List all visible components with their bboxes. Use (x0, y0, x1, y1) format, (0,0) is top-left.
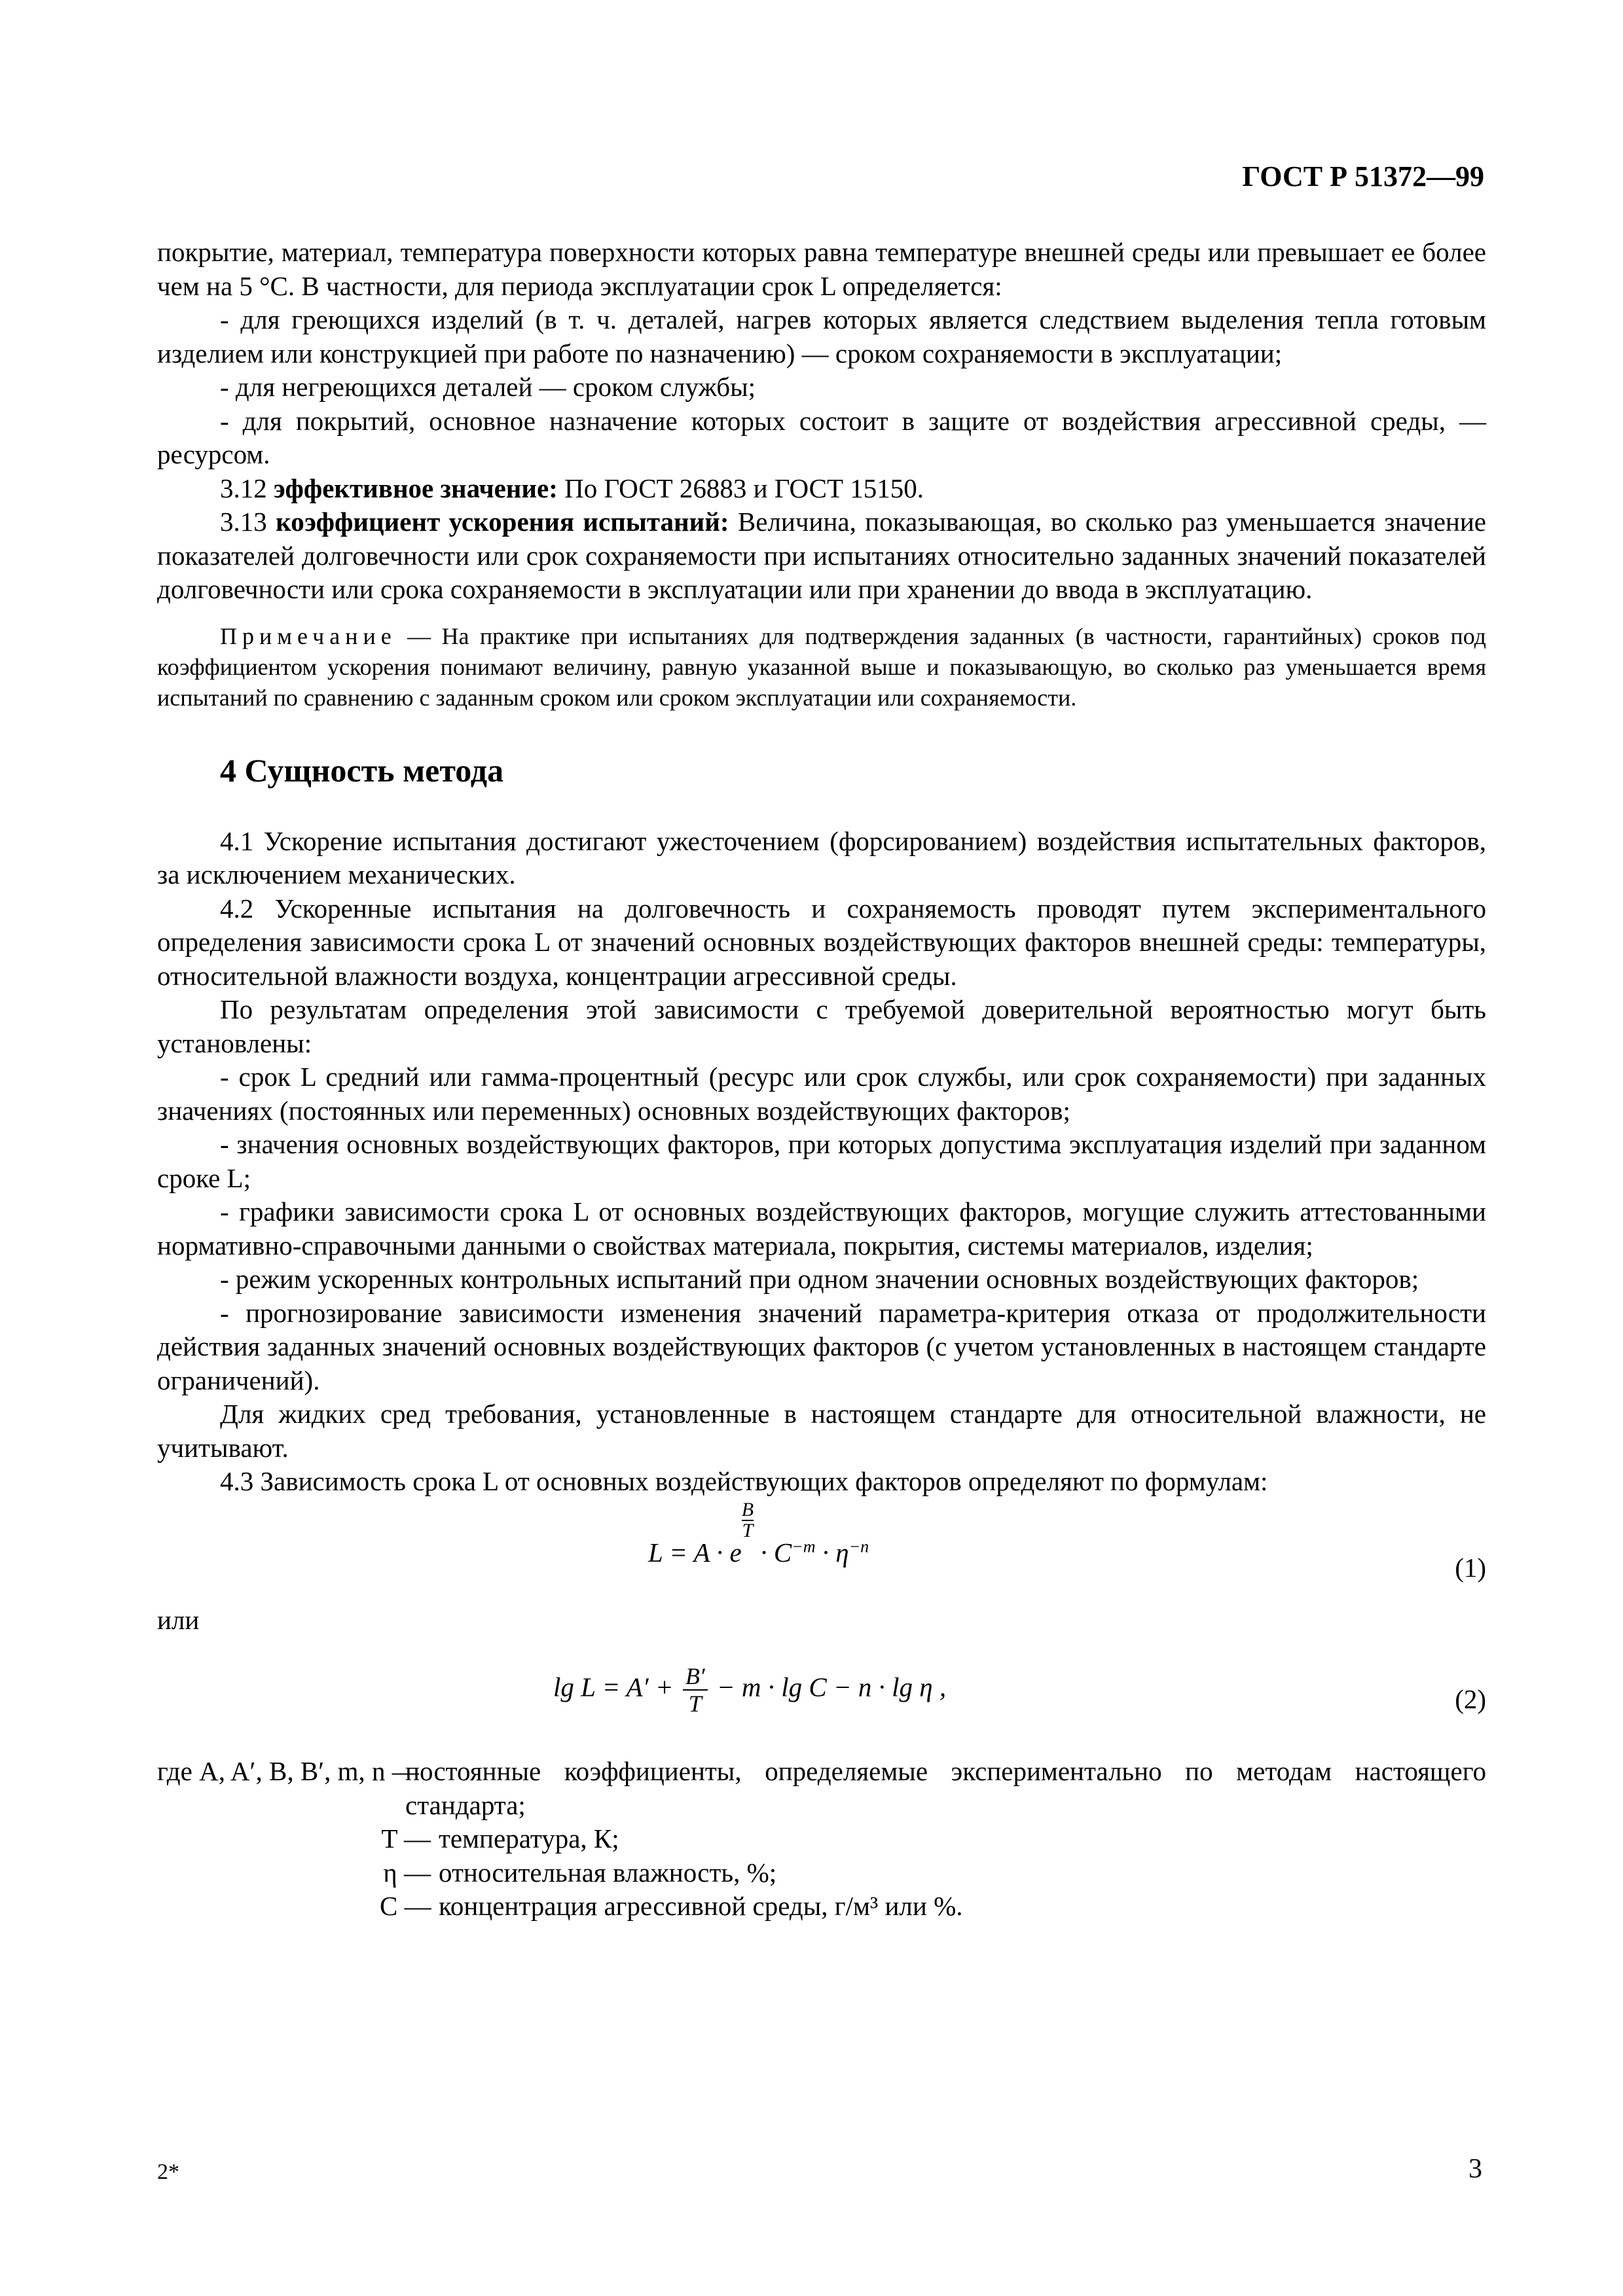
definition-symbol: C — (380, 1891, 431, 1921)
formula-lhs: L = A · e (648, 1537, 742, 1568)
formula-lhs: lg L = A′ + (553, 1672, 680, 1702)
paragraph: покрытие, материал, температура поверхности которых равна температуре внешней среды или превышает ее более чем на 5 °С. В частности, для периода эксплуатации срок L определяется: (157, 237, 1486, 301)
list-item: - графики зависимости срока L от основных воздействующих факторов, могущие служить аттестованными нормативно-справочными данными о свойствах материала, покрытия, системы материалов, изделия; (157, 1196, 1486, 1261)
paragraph: Для жидких сред требования, установленные в настоящем стандарте для относительной влажности, не учитывают. (157, 1399, 1486, 1463)
exponent: −n (848, 1536, 869, 1556)
clause-4-3: 4.3 Зависимость срока L от основных воздействующих факторов определяют по формулам: (220, 1466, 1268, 1496)
list-item: - прогнозирование зависимости изменения значений параметра-критерия отказа от продолжительности действия заданных значений основных воздействующих факторов (с учетом установленных в настоящем стандарте ограничений). (157, 1297, 1486, 1395)
paragraph: По результатам определения этой зависимости с требуемой доверительной вероятностью могут быть установлены: (157, 994, 1486, 1058)
definition-symbol: η — (383, 1857, 431, 1888)
clause-term: коэффициент ускорения испытаний: (276, 507, 729, 537)
formula-term: · C (754, 1537, 792, 1568)
footer-signature-mark: 2* (157, 2160, 179, 2184)
definition-text: постоянные коэффициенты, определяемые экспериментально по методам настоящего стандарта; (405, 1756, 1486, 1820)
list-item: - срок L средний или гамма-процентный (ресурс или срок службы, или срок сохраняемости) при заданных значениях (постоянных или переменных) основных воздействующих факторов; (157, 1062, 1486, 1126)
list-item: - для греющихся изделий (в т. ч. деталей, нагрев которых является следствием выделения тепла готовым изделием или конструкцией при работе по назначению) — сроком сохраняемости в эксплуатации; (157, 304, 1486, 368)
definition-text: температура, К; (439, 1823, 619, 1854)
definition-row (380, 1822, 1486, 1856)
page-number: 3 (1468, 2154, 1482, 2184)
formula-2-expression (553, 1663, 946, 1717)
list-item: - для негреющихся деталей — сроком службы; (220, 372, 756, 402)
definitions (157, 1755, 1486, 1924)
clause-3-13 (157, 505, 1486, 607)
formula-term: − m · lg C − n · lg η , (710, 1672, 947, 1702)
definition-text: относительная влажность, %; (439, 1857, 777, 1888)
clause-term: эффективное значение: (274, 473, 558, 503)
note-text: — На практике при испытаниях для подтверждения заданных (в частности, гарантийных) сроков под коэффициентом ускорения понимают величину, равную указанной выше и показывающую, во сколько раз уменьшается время испытаний по сравнению с заданным сроком или сроком эксплуатации или сохраняемости. (157, 622, 1486, 711)
note-label: Примечание (220, 622, 397, 649)
list-item: - для покрытий, основное назначение которых состоит в защите от воздействия агрессивной среды, — ресурсом. (157, 405, 1486, 469)
clause-number: 3.12 (220, 473, 267, 503)
document-header: ГОСТ Р 51372—99 (1242, 160, 1484, 192)
clause-text: Величина, показывающая, во сколько раз уменьшается значение показателей долговечности или срок сохраняемости при испытаниях относительно заданных значений показателей долговечности или срока сохраняемости в эксплуатации или при хранении до ввода в эксплуатацию. (157, 507, 1486, 604)
formula-number: (2) (1455, 1684, 1486, 1714)
exponent-numerator: B (741, 1498, 754, 1520)
note (157, 621, 1486, 713)
definition-symbol: где A, A′, B, B′, m, n — (157, 1756, 419, 1786)
definition-symbol: T — (381, 1823, 431, 1854)
definition-row (380, 1856, 1486, 1890)
clause-4-2: 4.2 Ускоренные испытания на долговечность и сохраняемость проводят путем экспериментального определения зависимости срока L от значений основных воздействующих факторов внешней среды: температуры, относительной влажности воздуха, концентрации агрессивной среды. (157, 893, 1486, 991)
exponent: −m (792, 1536, 816, 1556)
clause-3-12 (157, 472, 1486, 506)
section-title: 4 Сущность метода (220, 751, 504, 789)
list-item: - режим ускоренных контрольных испытаний при одном значении основных воздействующих факторов; (220, 1264, 1419, 1294)
definition-row (157, 1755, 1486, 1822)
fraction (683, 1663, 708, 1717)
fraction-denominator: T (688, 1691, 702, 1717)
exponent-fraction (742, 1500, 754, 1541)
definition-text: концентрация агрессивной среды, г/м³ или %. (439, 1891, 963, 1921)
clause-text: По ГОСТ 26883 и ГОСТ 15150. (557, 473, 924, 503)
page-content (157, 236, 1486, 1924)
exponent-denominator: T (742, 1519, 754, 1541)
formula-term: · η (815, 1537, 849, 1568)
formula-2 (157, 1650, 1486, 1729)
formula-number: (1) (1455, 1552, 1486, 1583)
fraction-numerator: B′ (683, 1663, 708, 1691)
connector-word: или (157, 1604, 200, 1635)
clause-number: 3.13 (220, 507, 267, 537)
definition-row (380, 1890, 1486, 1924)
list-item: - значения основных воздействующих факторов, при которых допустима эксплуатация изделий при заданном сроке L; (157, 1129, 1486, 1193)
clause-4-1: 4.1 Ускорение испытания достигают ужесточением (форсированием) воздействия испытательных факторов, за исключением механических. (157, 825, 1486, 889)
formula-1-expression (648, 1498, 869, 1570)
formula-1 (157, 1498, 1486, 1597)
